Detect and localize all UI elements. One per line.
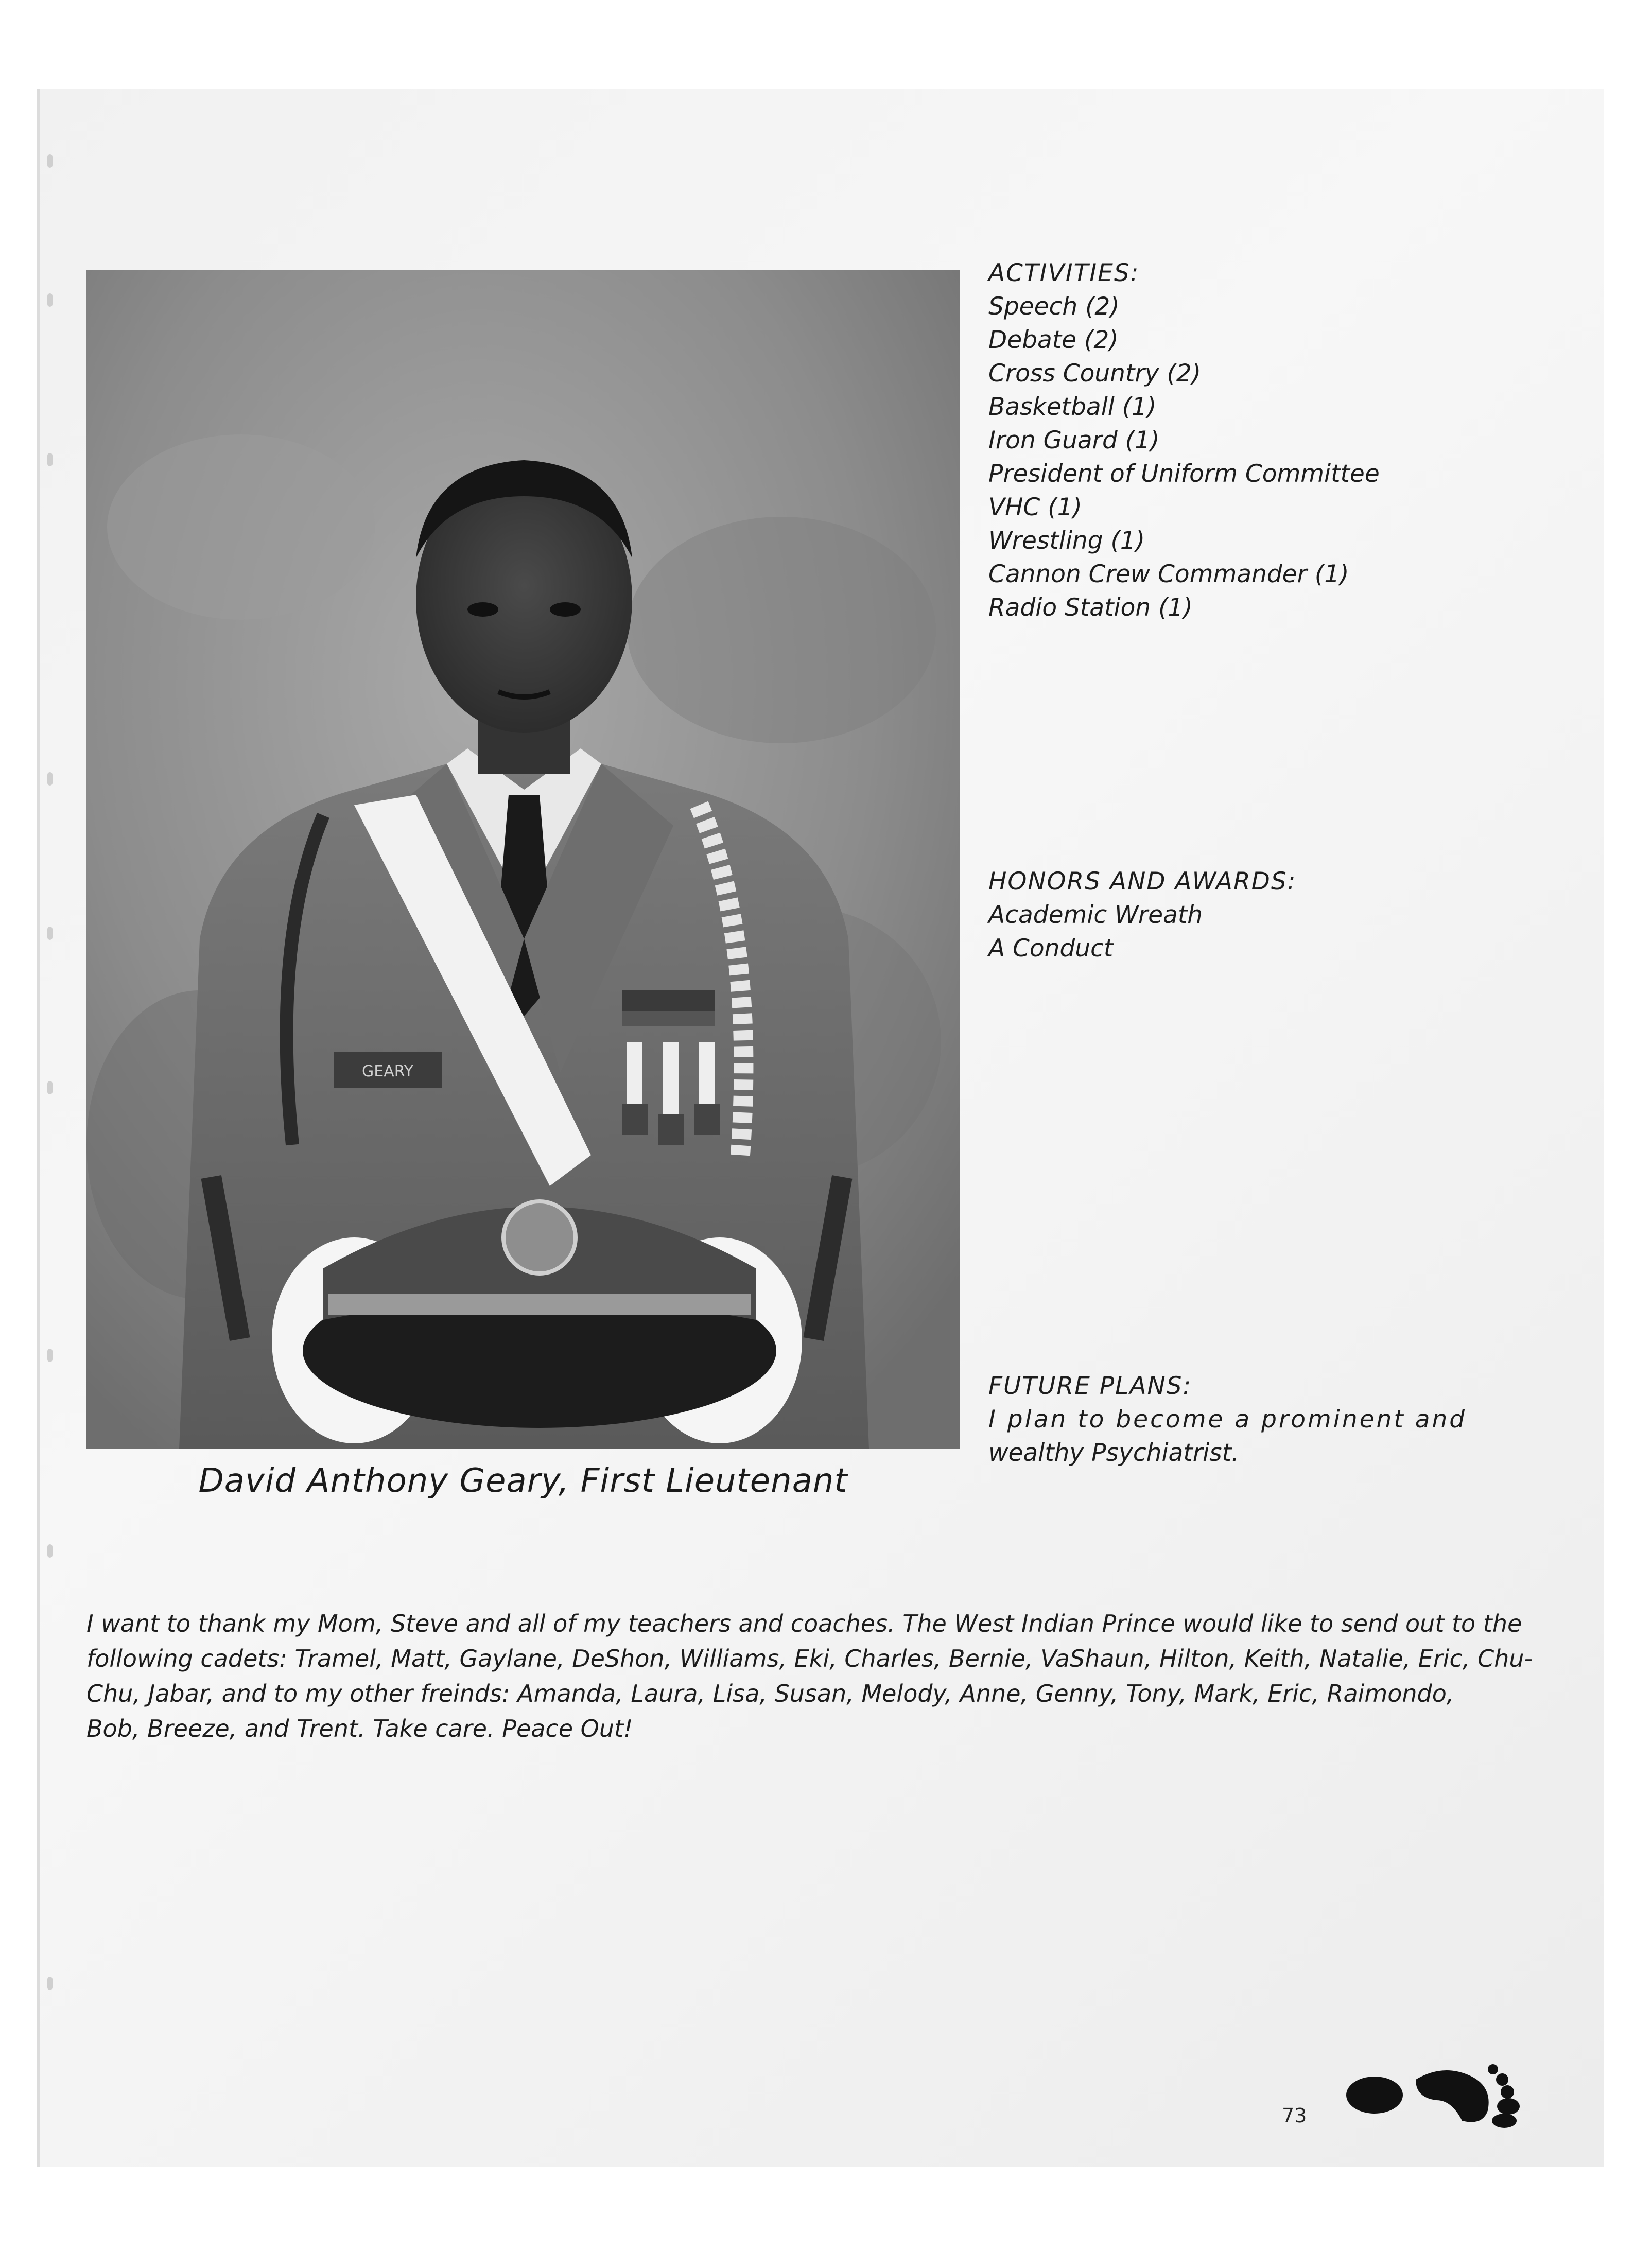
future-plans-line: I plan to become a prominent and bbox=[988, 1405, 1467, 1434]
activity-item: Iron Guard (1) bbox=[988, 426, 1160, 455]
cadet-portrait-photo bbox=[86, 270, 960, 1449]
activities-section bbox=[988, 256, 1503, 624]
activity-item: Debate (2) bbox=[988, 326, 1119, 354]
uniform-nametag: GEARY bbox=[362, 1062, 413, 1080]
message-line: I want to thank my Mom, Steve and all of my teachers and coaches. The West Indian Prince would like to send out to the bbox=[86, 1610, 1522, 1637]
activity-item: Basketball (1) bbox=[988, 393, 1157, 421]
message-line: following cadets: Tramel, Matt, Gaylane, DeShon, Williams, Eki, Charles, Bernie, VaShaun, Hilton, Keith, Natalie, Eric, Chu- bbox=[86, 1645, 1533, 1672]
activity-item: Cross Country (2) bbox=[988, 359, 1202, 388]
message-line: Bob, Breeze, and Trent. Take care. Peace Out! bbox=[86, 1715, 633, 1742]
activity-item: Wrestling (1) bbox=[988, 527, 1145, 555]
future-plans-section bbox=[988, 1369, 1503, 1470]
activity-item: Radio Station (1) bbox=[988, 594, 1193, 622]
portrait-caption: David Anthony Geary, First Lieutenant bbox=[198, 1462, 848, 1500]
activities-heading: ACTIVITIES: bbox=[988, 259, 1140, 287]
page-number: 73 bbox=[1282, 2104, 1307, 2127]
activity-item: President of Uniform Committee bbox=[988, 460, 1380, 488]
honors-section bbox=[988, 865, 1503, 965]
activity-item: Cannon Crew Commander (1) bbox=[988, 560, 1349, 588]
binding-holes bbox=[41, 124, 62, 2162]
activity-item: Speech (2) bbox=[988, 292, 1120, 321]
senior-message bbox=[86, 1606, 1533, 1746]
footprint-logo-icon bbox=[1338, 2049, 1534, 2131]
future-plans-heading: FUTURE PLANS: bbox=[988, 1372, 1192, 1400]
honor-item: A Conduct bbox=[988, 934, 1114, 963]
activity-item: VHC (1) bbox=[988, 493, 1082, 521]
message-line: Chu, Jabar, and to my other freinds: Amanda, Laura, Lisa, Susan, Melody, Anne, Genny, Tony, Mark, Eric, Raimondo, bbox=[86, 1680, 1454, 1707]
future-plans-line: wealthy Psychiatrist. bbox=[988, 1439, 1239, 1467]
honor-item: Academic Wreath bbox=[988, 901, 1203, 929]
honors-heading: HONORS AND AWARDS: bbox=[988, 867, 1297, 896]
